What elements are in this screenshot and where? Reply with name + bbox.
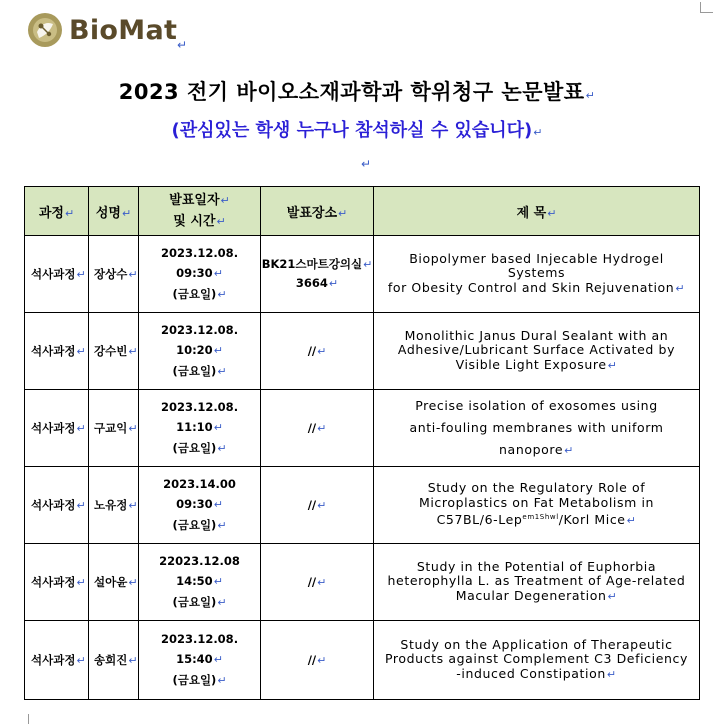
cell-course: 석사과정↵ xyxy=(25,467,89,544)
crop-mark-bottom-left xyxy=(18,714,29,724)
cell-title: Study on the Application of Therapeutic Products against Complement C3 Deficiency -induced Constipation↵ xyxy=(374,621,700,700)
cell-place: //↵ xyxy=(261,390,374,467)
header-course: 과정↵ xyxy=(25,187,89,236)
header-date: 발표일자↵ 및 시간↵ xyxy=(139,187,261,236)
cell-title: Study in the Potential of Euphorbia heterophylla L. as Treatment of Age-related Macular Degeneration↵ xyxy=(374,544,700,621)
presentation-schedule-table xyxy=(24,186,700,700)
page-title: 2023 전기 바이오소재과학과 학위청구 논문발표↵ xyxy=(118,80,596,104)
cell-name: 장상수↵ xyxy=(89,236,139,313)
cell-date: 2023.12.08. 15:40↵ (금요일)↵ xyxy=(139,621,261,700)
table-row xyxy=(25,621,700,700)
table-row xyxy=(25,390,700,467)
cell-place: //↵ xyxy=(261,467,374,544)
header-place: 발표장소↵ xyxy=(261,187,374,236)
cell-name: 강수빈↵ xyxy=(89,313,139,390)
cell-title: Study on the Regulatory Role of Microplastics on Fat Metabolism in C57BL/6-Lep$^{em1Shwl}$/Korl Mice↵ xyxy=(374,467,700,544)
cell-course: 석사과정↵ xyxy=(25,313,89,390)
cell-name: 구교익↵ xyxy=(89,390,139,467)
cell-date: 2023.14.00 09:30↵ (금요일)↵ xyxy=(139,467,261,544)
crop-mark-top-right xyxy=(700,2,713,13)
cell-course: 석사과정↵ xyxy=(25,236,89,313)
cell-place: //↵ xyxy=(261,313,374,390)
cell-title: Biopolymer based Injecable Hydrogel Systems for Obesity Control and Skin Rejuvenation↵ xyxy=(374,236,700,313)
paragraph-mark: ↵ xyxy=(361,157,372,171)
table-row xyxy=(25,544,700,621)
table-row xyxy=(25,467,700,544)
cell-name: 송희진↵ xyxy=(89,621,139,700)
cell-name: 노유정↵ xyxy=(89,467,139,544)
cell-place: //↵ xyxy=(261,621,374,700)
header-title: 제 목↵ xyxy=(374,187,700,236)
cell-date: 2023.12.08. 10:20↵ (금요일)↵ xyxy=(139,313,261,390)
cell-course: 석사과정↵ xyxy=(25,621,89,700)
cell-title: Monolithic Janus Dural Sealant with an Adhesive/Lubricant Surface Activated by Visible Light Exposure↵ xyxy=(374,313,700,390)
cell-course: 석사과정↵ xyxy=(25,390,89,467)
logo-text: BioMat xyxy=(69,14,178,46)
page-subtitle: (관심있는 학생 누구나 참석하실 수 있습니다)↵ xyxy=(171,120,543,141)
cell-date: 2023.12.08. 09:30↵ (금요일)↵ xyxy=(139,236,261,313)
cell-name: 설아윤↵ xyxy=(89,544,139,621)
paragraph-mark: ↵ xyxy=(177,38,188,52)
cell-date: 2023.12.08. 11:10↵ (금요일)↵ xyxy=(139,390,261,467)
cell-place: BK21스마트강의실↵ 3664↵ xyxy=(261,236,374,313)
table-header-row xyxy=(25,187,700,236)
cell-course: 석사과정↵ xyxy=(25,544,89,621)
cell-date: 22023.12.08 14:50↵ (금요일)↵ xyxy=(139,544,261,621)
header-name: 성명↵ xyxy=(89,187,139,236)
cell-place: //↵ xyxy=(261,544,374,621)
cell-title: Precise isolation of exosomes using anti-fouling membranes with uniform nanopore↵ xyxy=(374,390,700,467)
biomat-logo xyxy=(27,12,177,48)
table-row xyxy=(25,313,700,390)
biomat-logo-icon xyxy=(27,12,63,48)
table-row xyxy=(25,236,700,313)
